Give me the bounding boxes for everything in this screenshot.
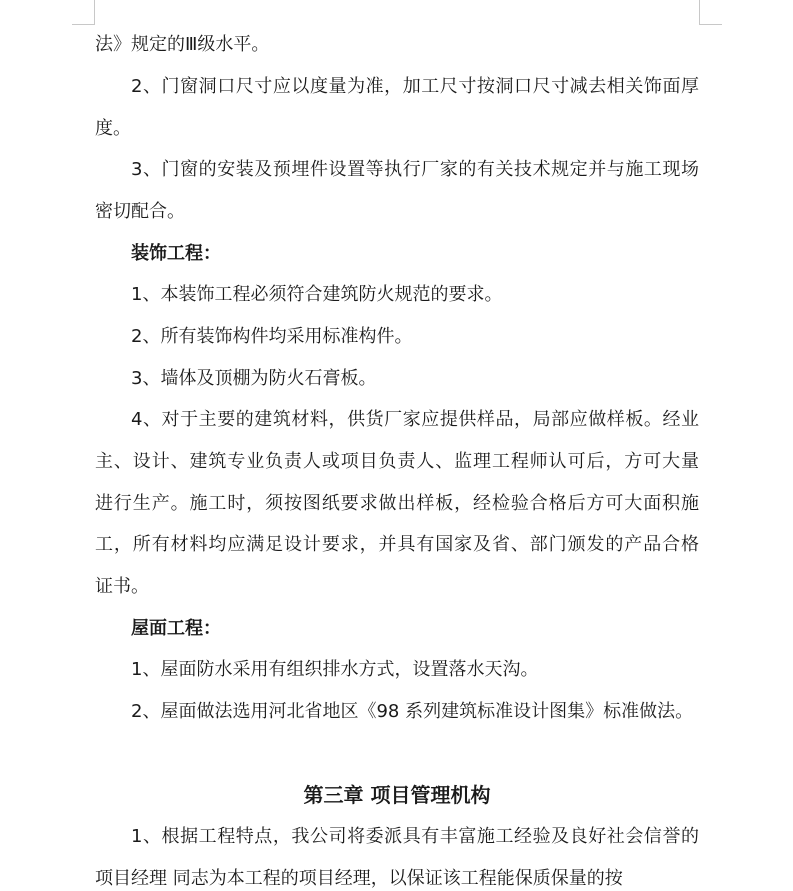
section-heading: 装饰工程：: [131, 243, 221, 264]
paragraph-line: 项目经理 同志为本工程的项目经理，以保证该工程能保质保量的按: [95, 868, 623, 889]
paragraph-line: 进行生产。施工时，须按图纸要求做出样板，经检验合格后方可大面积施: [95, 493, 699, 514]
chapter-title: 第三章 项目管理机构: [303, 783, 491, 807]
paragraph-line: 密切配合。: [95, 201, 185, 222]
list-item: 2、所有装饰构件均采用标准构件。: [131, 326, 413, 347]
crop-mark-top-left: [72, 0, 95, 25]
list-item: 1、屋面防水采用有组织排水方式，设置落水天沟。: [131, 659, 539, 680]
paragraph-line: 法》规定的Ⅲ级水平。: [95, 34, 270, 55]
paragraph-line: 主、设计、建筑专业负责人或项目负责人、监理工程师认可后，方可大量: [95, 451, 699, 472]
list-item: 2、屋面做法选用河北省地区《98 系列建筑标准设计图集》标准做法。: [131, 701, 694, 722]
paragraph-line: 工，所有材料均应满足设计要求，并具有国家及省、部门颁发的产品合格: [95, 534, 699, 555]
paragraph-line: 证书。: [95, 576, 149, 597]
paragraph-line: 2、门窗洞口尺寸应以度量为准，加工尺寸按洞口尺寸减去相关饰面厚: [131, 76, 699, 97]
list-item: 1、本装饰工程必须符合建筑防火规范的要求。: [131, 284, 503, 305]
paragraph-line: 3、门窗的安装及预埋件设置等执行厂家的有关技术规定并与施工现场: [131, 159, 699, 180]
paragraph-line: 度。: [95, 118, 131, 139]
paragraph-line: 4、对于主要的建筑材料，供货厂家应提供样品，局部应做样板。经业: [131, 409, 699, 430]
paragraph-line: 1、根据工程特点，我公司将委派具有丰富施工经验及良好社会信誉的: [131, 826, 699, 847]
crop-mark-top-right: [699, 0, 722, 25]
section-heading: 屋面工程：: [131, 618, 221, 639]
list-item: 3、墙体及顶棚为防火石膏板。: [131, 368, 377, 389]
